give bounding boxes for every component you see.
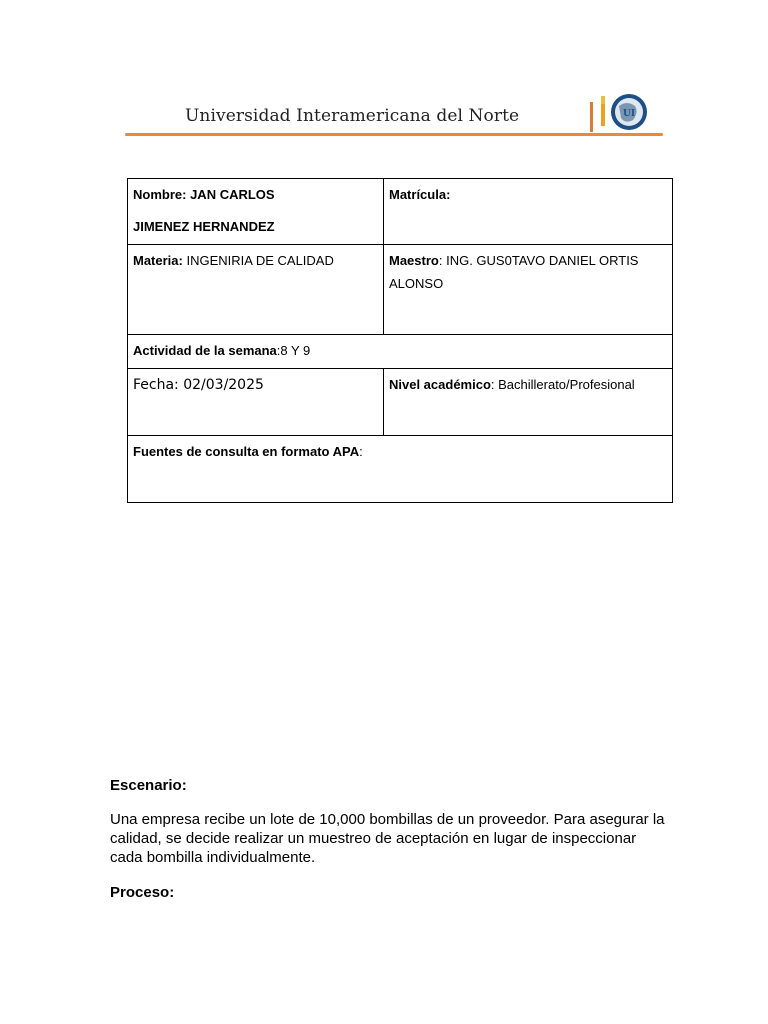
materia-value: INGENIRIA DE CALIDAD <box>186 253 334 268</box>
maestro-value: : ING. GUS0TAVO DANIEL ORTIS ALONSO <box>389 253 639 291</box>
actividad-cell <box>128 335 673 369</box>
proceso-heading: Proceso: <box>110 884 175 901</box>
fecha-value: Fecha: 02/03/2025 <box>133 377 264 393</box>
svg-text:UI: UI <box>623 109 636 119</box>
fuentes-value: : <box>359 444 363 459</box>
student-info-table <box>127 178 673 503</box>
actividad-value: :8 Y 9 <box>276 343 311 358</box>
fuentes-label: Fuentes de consulta en formato APA <box>133 444 360 459</box>
fuentes-cell <box>128 436 673 503</box>
nivel-label: Nivel académico <box>389 377 491 392</box>
nombre-label: Nombre: <box>133 187 187 202</box>
escenario-heading: Escenario: <box>110 777 187 794</box>
materia-label: Materia: <box>133 253 183 268</box>
maestro-label: Maestro <box>389 253 439 268</box>
nombre-cell <box>128 179 384 245</box>
actividad-label: Actividad de la semana <box>133 343 277 358</box>
materia-cell <box>128 245 384 335</box>
nombre-value-line1: JAN CARLOS <box>190 187 275 202</box>
matricula-cell <box>384 179 673 245</box>
fecha-cell <box>128 369 384 436</box>
header-divider <box>590 102 593 132</box>
university-title: Universidad Interamericana del Norte <box>185 106 520 126</box>
maestro-cell <box>384 245 673 335</box>
page-header <box>125 92 665 142</box>
nivel-cell <box>384 369 673 436</box>
escenario-paragraph: Una empresa recibe un lote de 10,000 bombillas de un proveedor. Para asegurar la calidad, se decide realizar un muestreo de aceptación en lugar de inspeccionar cada bombilla individualmente. <box>110 811 665 866</box>
header-rule <box>125 133 663 136</box>
university-logo-icon <box>599 92 663 132</box>
matricula-label: Matrícula: <box>389 187 451 202</box>
nivel-value: : Bachillerato/Profesional <box>490 377 635 392</box>
nombre-value-line2: JIMENEZ HERNANDEZ <box>133 219 275 234</box>
